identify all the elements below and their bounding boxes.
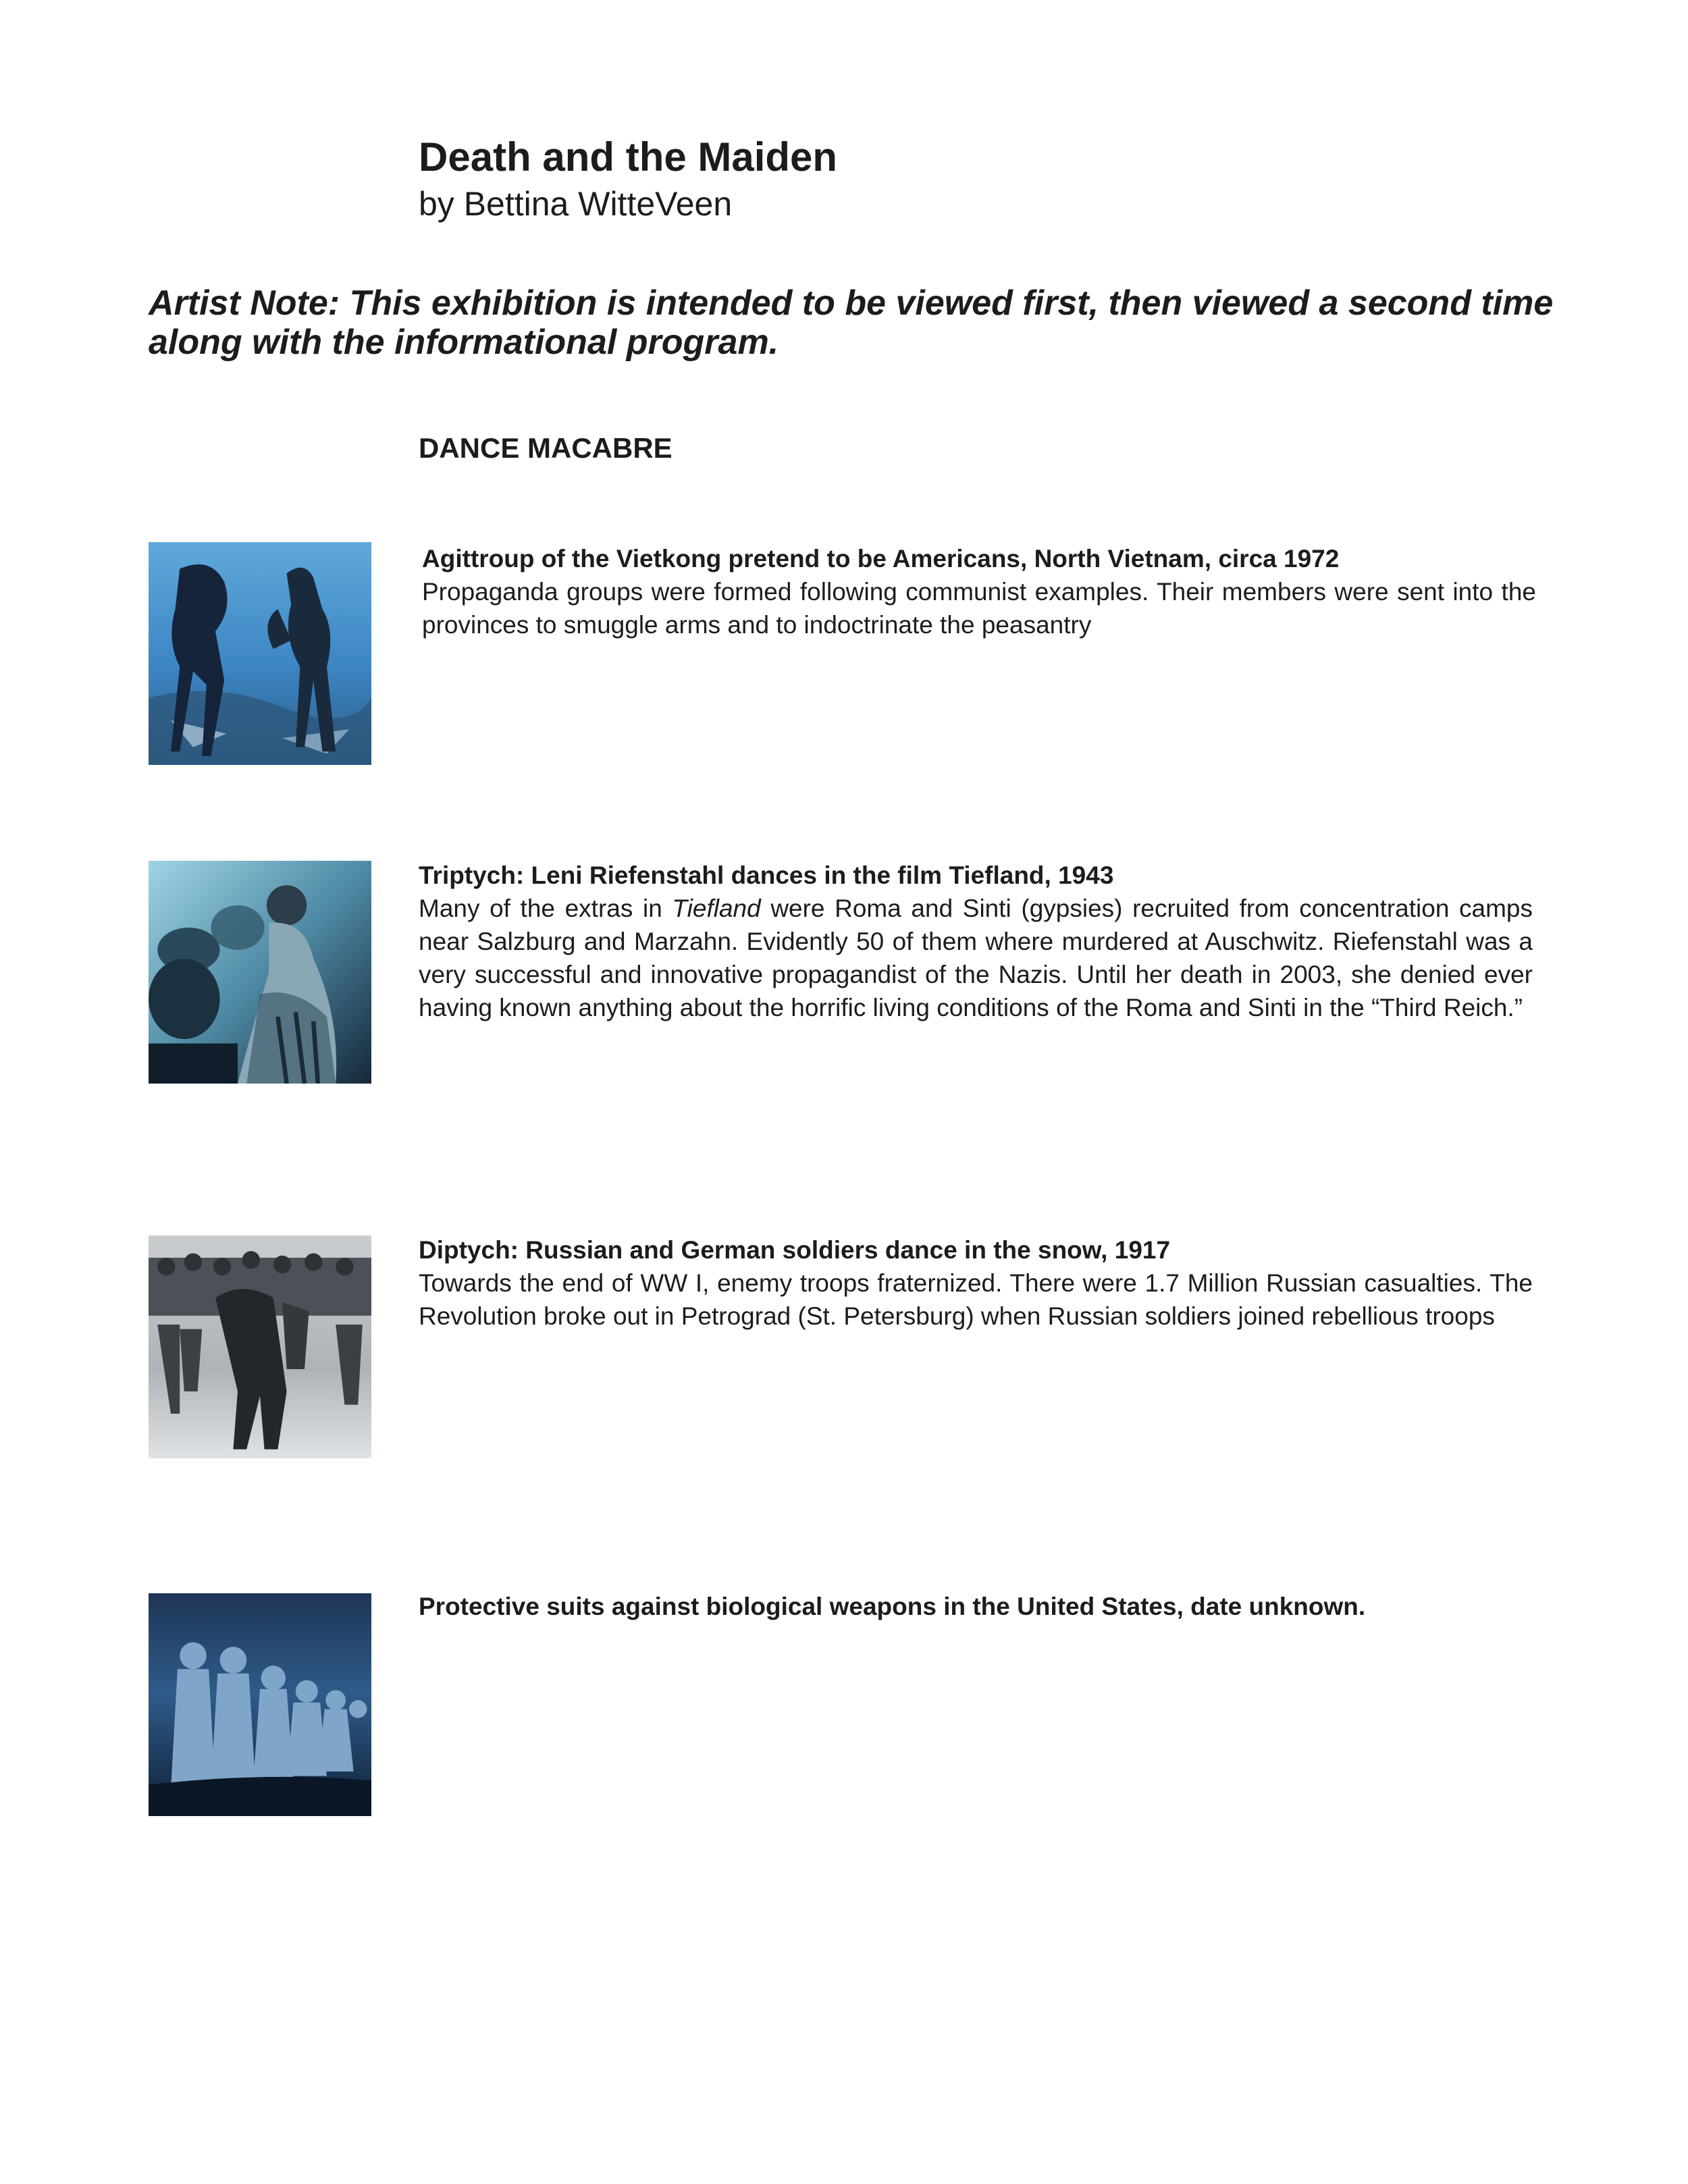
dancer-crowd-photo — [149, 861, 371, 1084]
film-title: Tiefland — [672, 895, 761, 922]
entry-3-caption — [419, 1233, 1533, 1333]
protective-suits-photo — [149, 1593, 371, 1816]
entry-4-caption — [419, 1590, 1533, 1623]
entry-3-body: Towards the end of WW I, enemy troops fraternized. There were 1.7 Million Russian casualties. The Revolution broke out in Petrograd (St. Petersburg) when Russian soldiers joined rebellious troops — [419, 1269, 1533, 1330]
soldiers-snow-photo — [149, 1235, 371, 1458]
entry-4-title: Protective suits against biological weapons in the United States, date unknown. — [419, 1593, 1366, 1620]
author-byline: by Bettina WitteVeen — [419, 185, 733, 223]
entry-3-title: Diptych: Russian and German soldiers dance in the snow, 1917 — [419, 1236, 1171, 1264]
entry-2-title: Triptych: Leni Riefenstahl dances in the film Tiefland, 1943 — [419, 861, 1114, 889]
entry-2-body: Many of the extras in Tiefland were Roma and Sinti (gypsies) recruited from concentration camps near Salzburg and Marzahn. Evidently 50 of them where murdered at Auschwitz. Riefenstahl was a very successful and innovative propagandist of the Nazis. Until her death in 2003, she denied ever having known anything about the horrific living conditions of the Roma and Sinti in the “Third Reich.” — [419, 895, 1533, 1021]
dancing-figures-photo — [149, 542, 371, 765]
entry-2-caption — [419, 859, 1533, 1024]
entry-1-title: Agittroup of the Vietkong pretend to be Americans, North Vietnam, circa 1972 — [422, 545, 1340, 572]
entry-1-body: Propaganda groups were formed following communist examples. Their members were sent into the provinces to smuggle arms and to indoctrinate the peasantry — [422, 578, 1536, 639]
page-title: Death and the Maiden — [419, 134, 838, 180]
artist-note: Artist Note: This exhibition is intended to be viewed first, then viewed a second time along with the informational program. — [149, 284, 1554, 362]
section-title: DANCE MACABRE — [419, 432, 672, 464]
entry-1-caption — [422, 542, 1536, 641]
